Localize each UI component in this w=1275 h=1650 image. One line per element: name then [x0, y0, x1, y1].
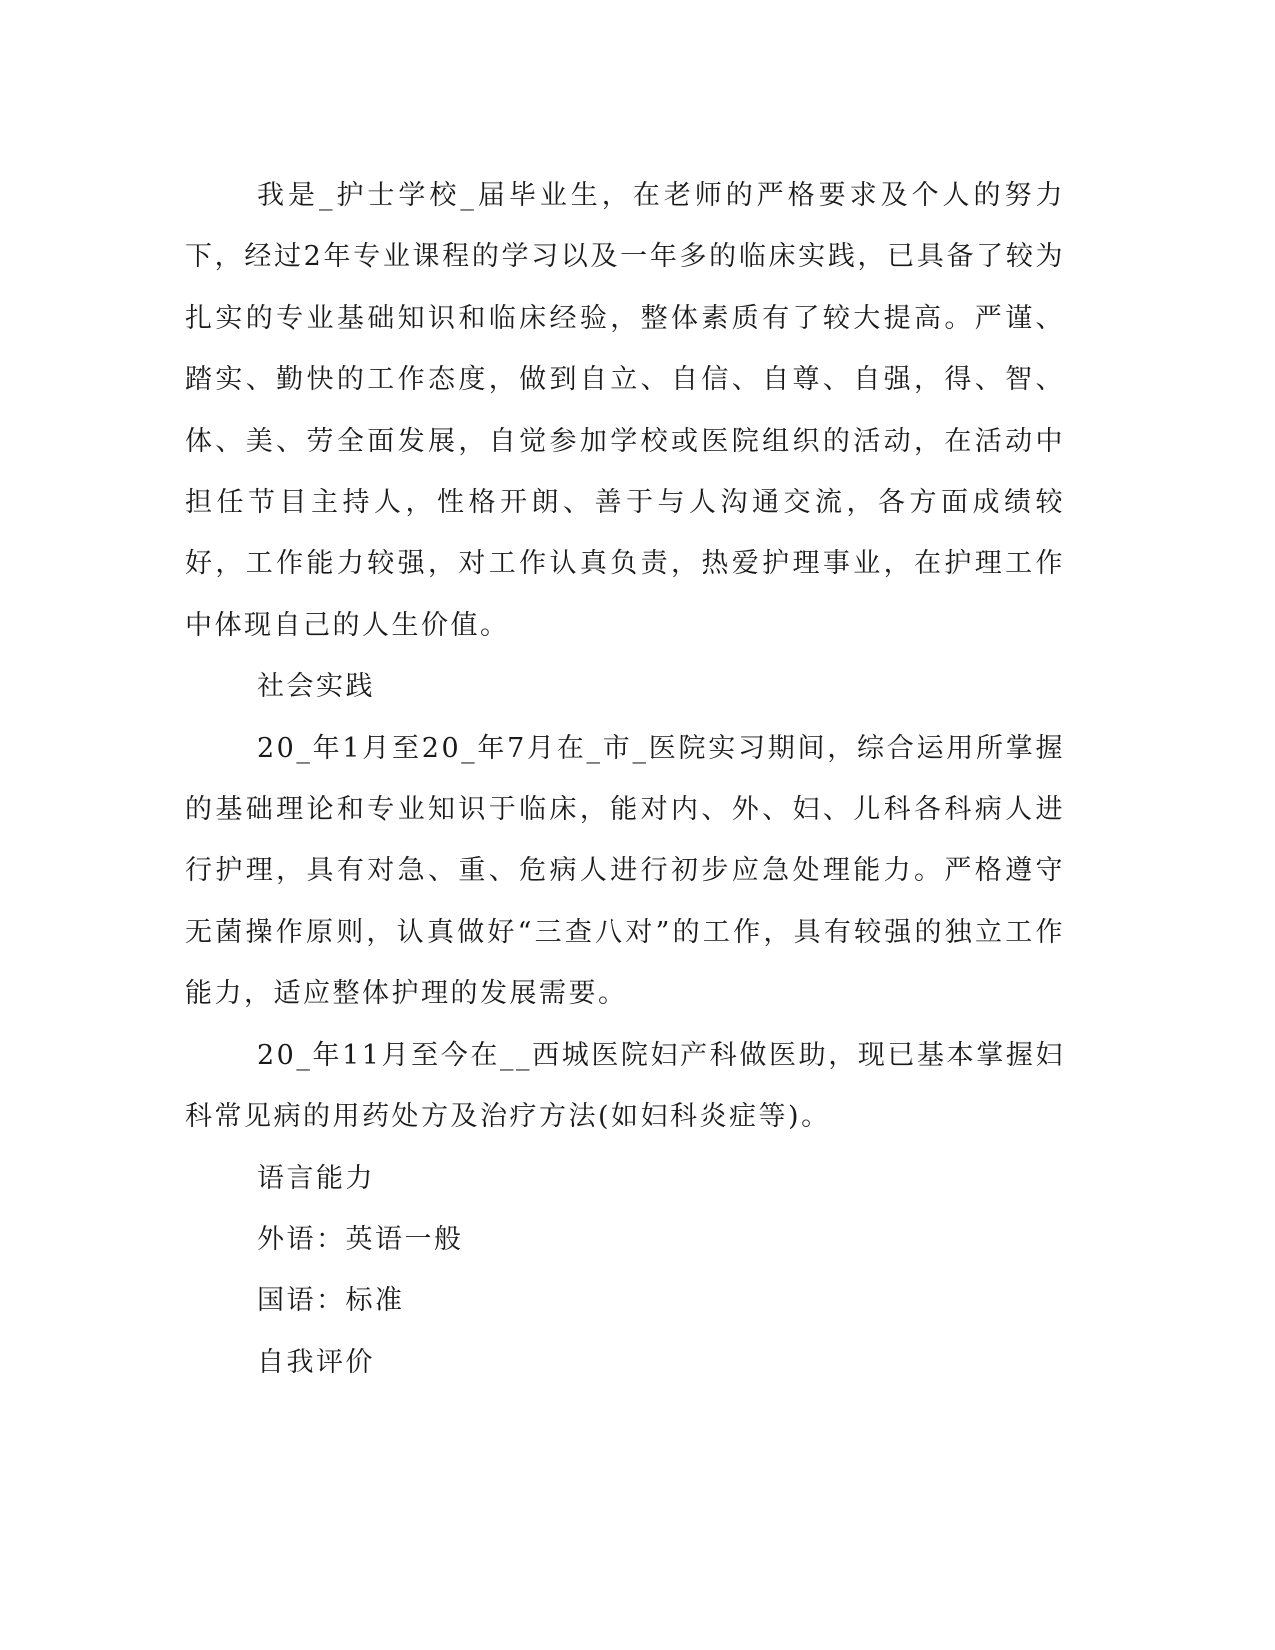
practice-paragraph-internship: 20_年1月至20_年7月在_市_医院实习期间，综合运用所掌握的基础理论和专业知识于临床，能对内、外、妇、儿科各科病人进行护理，具有对急、重、危病人进行初步应急处理能力。严格遵守无菌操作原则，认真做好“三查八对”的工作，具有较强的独立工作能力，适应整体护理的发展需要。 [185, 732, 1065, 1010]
mandarin-line: 国语：标准 [257, 1285, 405, 1317]
section-heading-self-evaluation: 自我评价 [257, 1346, 375, 1378]
foreign-language-line: 外语：英语一般 [257, 1223, 464, 1255]
practice-paragraph-current: 20_年11月至今在__西城医院妇产科做医助，现已基本掌握妇科常见病的用药处方及治疗方法(如妇科炎症等)。 [185, 1039, 1065, 1133]
document-body [185, 165, 1065, 1393]
section-heading-language: 语言能力 [257, 1162, 375, 1194]
section-heading-social-practice: 社会实践 [257, 671, 375, 703]
intro-paragraph: 我是_护士学校_届毕业生，在老师的严格要求及个人的努力下，经过2年专业课程的学习以及一年多的临床实践，已具备了较为扎实的专业基础知识和临床经验，整体素质有了较大提高。严谨、踏实、勤快的工作态度，做到自立、自信、自尊、自强，得、智、体、美、劳全面发展，自觉参加学校或医院组织的活动，在活动中担任节目主持人，性格开朗、善于与人沟通交流，各方面成绩较好，工作能力较强，对工作认真负责，热爱护理事业，在护理工作中体现自己的人生价值。 [185, 180, 1065, 641]
